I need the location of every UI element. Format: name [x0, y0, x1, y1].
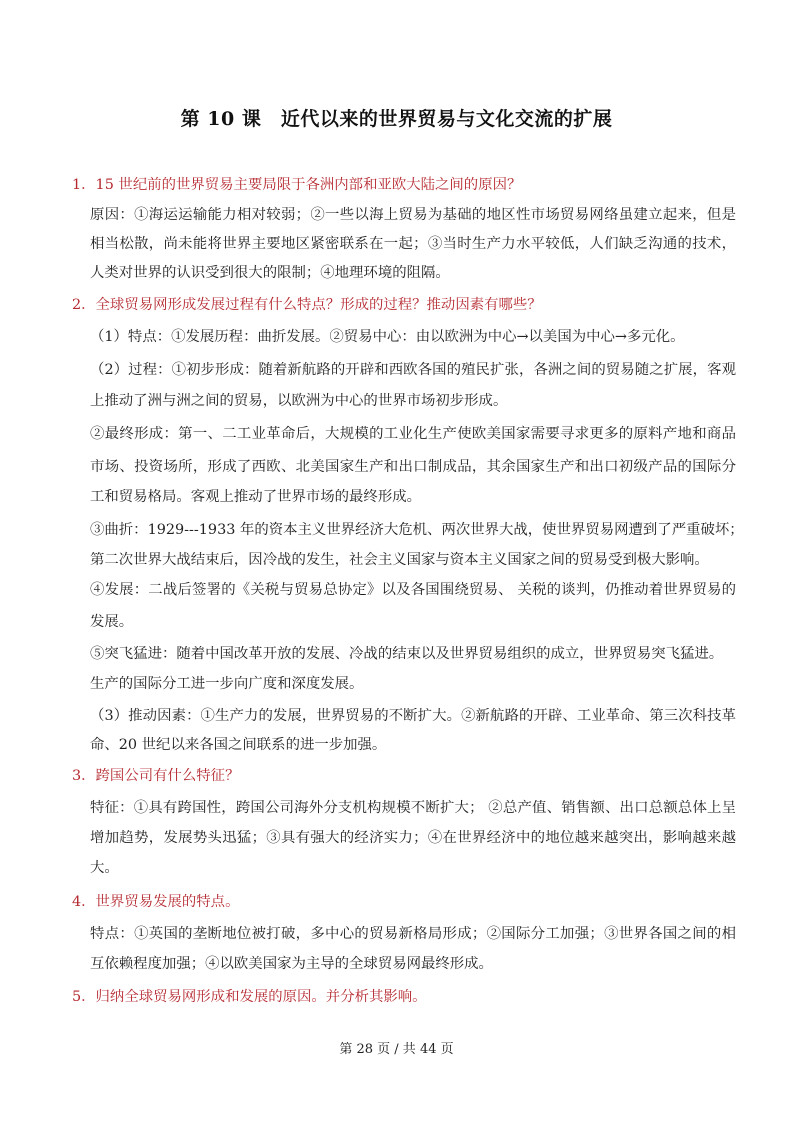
- question-heading: 4．世界贸易发展的特点。: [72, 894, 240, 910]
- answer-text-line: 互依赖程度加强；④以欧美国家为主导的全球贸易网最终形成。: [90, 956, 493, 972]
- answer-text-line: 工和贸易格局。客观上推动了世界市场的最终形成。: [90, 489, 421, 505]
- answer-text-line: ②最终形成：第一、二工业革命后，大规模的工业化生产使欧美国家需要寻求更多的原料产地和商品: [90, 426, 736, 442]
- answer-text-line: （2）过程：①初步形成：随着新航路的开辟和西欧各国的殖民扩张，各洲之间的贸易随之扩展，客观: [90, 362, 736, 378]
- answer-text-line: ⑤突飞猛进：随着中国改革开放的发展、冷战的结束以及世界贸易组织的成立，世界贸易突飞猛进。: [90, 646, 724, 662]
- answer-text-line: 第二次世界大战结束后，因冷战的发生，社会主义国家与资本主义国家之间的贸易受到极大影响。: [90, 552, 709, 568]
- answer-text-line: ③曲折：1929---1933 年的资本主义世界经济大危机、两次世界大战，使世界贸易网遭到了严重破坏；: [90, 522, 744, 538]
- answer-text-line: （1）特点：①发展历程：曲折发展。②贸易中心：由以欧洲为中心→以美国为中心→多元化。: [90, 329, 685, 345]
- answer-text-line: 人类对世界的认识受到很大的限制；④地理环境的阻隔。: [90, 265, 450, 281]
- answer-text-line: 大。: [90, 860, 119, 876]
- answer-text-line: 命、20 世纪以来各国之间联系的进一步加强。: [90, 737, 387, 753]
- page-footer: 第 28 页 / 共 44 页: [339, 1042, 454, 1057]
- question-heading: 2．全球贸易网形成发展过程有什么特点？形成的过程？推动因素有哪些？: [72, 297, 542, 313]
- answer-text-line: （3）推动因素：①生产力的发展，世界贸易的不断扩大。②新航路的开辟、工业革命、第三次科技革: [90, 708, 736, 724]
- answer-text-line: 生产的国际分工进一步向广度和深度发展。: [90, 676, 364, 692]
- answer-text-line: 特征：①具有跨国性，跨国公司海外分支机构规模不断扩大； ②总产值、销售额、出口总额总体上呈: [90, 800, 736, 816]
- answer-text-line: ④发展：二战后签署的《关税与贸易总协定》以及各国围绕贸易、 关税的谈判，仍推动着世界贸易的: [90, 582, 736, 598]
- answer-text-line: 增加趋势，发展势头迅猛；③具有强大的经济实力；④在世界经济中的地位越来越突出，影响越来越: [90, 830, 736, 846]
- answer-text-line: 特点：①英国的垄断地位被打破，多中心的贸易新格局形成；②国际分工加强；③世界各国之间的相: [90, 926, 736, 942]
- answer-text-line: 市场、投资场所，形成了西欧、北美国家生产和出口制成品，其余国家生产和出口初级产品的国际分: [90, 459, 736, 475]
- question-heading: 3．跨国公司有什么特征？: [72, 768, 240, 784]
- answer-text-line: 发展。: [90, 614, 134, 630]
- answer-text-line: 上推动了洲与洲之间的贸易，以欧洲为中心的世界市场初步形成。: [90, 393, 508, 409]
- question-heading: 1．15 世纪前的世界贸易主要局限于各洲内部和亚欧大陆之间的原因？: [72, 177, 522, 193]
- page-title: 第 10 课 近代以来的世界贸易与文化交流的扩展: [180, 108, 613, 130]
- answer-text-line: 原因：①海运运输能力相对较弱；②一些以海上贸易为基础的地区性市场贸易网络虽建立起来，但是: [90, 207, 736, 223]
- answer-text-line: 相当松散，尚未能将世界主要地区紧密联系在一起；③当时生产力水平较低，人们缺乏沟通的技术，: [90, 236, 736, 252]
- question-heading: 5．归纳全球贸易网形成和发展的原因。并分析其影响。: [72, 989, 427, 1005]
